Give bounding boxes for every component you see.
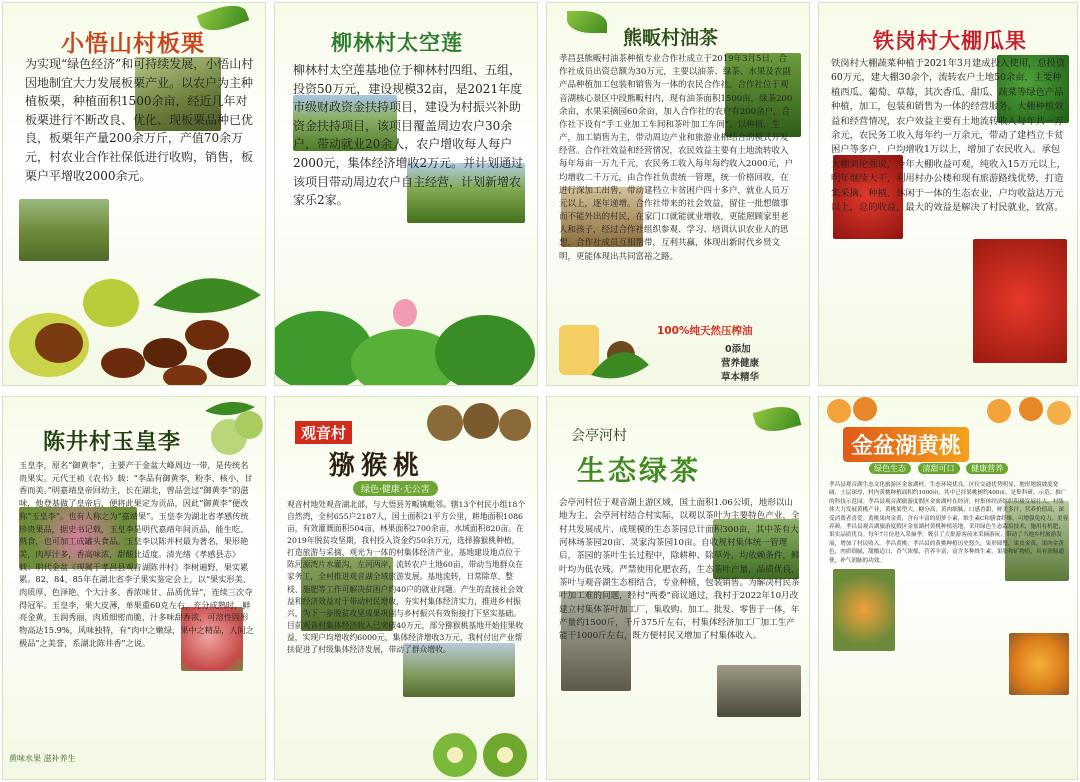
poster-body: 观音村地处观音湖北部，与大悟县芳畈镇毗邻。辖13个村民小组18个自然湾，全村655户2187人，国土面积21平方公里，耕地面积1086亩，有效灌溉面积504亩，林果面积2700余亩，水域面积820亩。在2019年脱贫攻坚期，我村投入资金约50余万元，选择猕猴桃种植，打造旅游与采摘、观光为一体的村集体经济产业，基地建设地点位于陈河源湾片水灌沟，左河两岸，流转农户土地60亩，带动当地群众在家务工，全村推进观音湖全域旅游发展。基地流转，日常除草、整枝、施肥等工作可解决贫困户约40户的就业问题。产生的直接社会效益和经济效益对于带动村民增收，夯实村集体经济实力，推进乡村振兴，为下一步脱贫攻坚成果巩固与乡村振兴有效衔接打下坚实基础。目前观音村集体经济收入已突破40万元，部分猕猴桃基地开始挂果收益，实现户均增收约6000元，集体经济增收3万元，我村付出产业帮扶促进了村级集体经济发展，带动了群众增收。	[287, 500, 526, 654]
leaf-decoration	[567, 11, 607, 33]
kiwi-top-illustration	[415, 399, 535, 445]
poster-body: 铁岗村大棚蔬菜种植于2021年3月建成投入使用，总投资60万元，建大棚30余个，流转农户土地50余亩，主要种植西瓜、葡萄、草莓，其次香瓜、甜瓜、蔬菜等绿色产品种植，加工，包装和销售为一体的经营服务。大棚种植效益和经营情况，农户效益主要有土地流转收入每年共一万余元，农民务工收入每年约一万余元，带动了建档立卡贫困户等多户，户均增收1万以上，增加了农民收入。承包大棚刘伦强说，今年大棚收益可观，纯收入15万元以上，明年继续大干，利用村办公楼和现有旅游路线优势，打造集采摘、种植、休闲于一体的生态农业，户均收益达万元以上，总的收益，最大的效益是解决了村民就业，致富。	[831, 58, 1066, 214]
tag-green: 绿色生态	[869, 463, 911, 474]
poster-yellow-peach	[818, 396, 1078, 780]
kiwi-fruit-illustration	[425, 727, 535, 779]
poster-body: 会亭河村位于观音湖上游区域，国土面积1.06公顷，地形以山地为主，会亭河村结合村实际，以观以茶叶为主要特色产业，全村共发展成片、成规模的生态茶园总计面积300亩，其中茶有大河林场茶园20亩、灵家沟茶园10亩。自收规村集体统一管理后，茶园的茶叶生长过程中，除耕种、除草外，均依赖条件，鲜叶均为低农残，严禁使用化肥农药，生态茶叶产量，品质优良，茶叶与观音湖生态相结合，专业种植，包装销售。为解决村民茶叶加工难的问题，经村“两委”商议通过，我村于2022年10月改建立村集体茶叶加工厂，集收购、加工、批发、零售于一体，年产量约1500斤，千斤375斤左右，村集体经济加工厂加工生产能干1000斤左右，既方便村民又增加了村集体收入。	[559, 498, 800, 642]
poster-lotus	[274, 2, 538, 386]
poster-plum	[2, 396, 266, 780]
poster-title: 小悟山村板栗	[61, 31, 205, 57]
oil-jar-illustration	[551, 315, 651, 385]
poster-body: 孝昌县熊畈村油茶种植专业合作社成立于2019年3月5日，合作社成员出资总额为30万元，主要以油茶、绿茶、水果及农副产品种植加工包装和销售为一体的农民合作社。合作社位于观音湖核心景区中段熊畈村内，现有油茶面积1500亩，绿茶200余亩，水果采摘园60余亩，加入合作社的农户有200余户，合作社下设有“手工业加工车间和茶叶加工车间”。以种植，生产，加工销售为主，带动周边产业和旅游业相结合的模式开发经营。合作社效益和经营情况，农民效益主要有土地流转收入每年每亩一万九千元，农民务工收入每年每约收入2000元，户均增收二千万元，由合作社负责统一管理，统一价格回收，在进行深加工出售，带动建档立卡贫困户四十多户，就业人员万元以上，逐年递增。合作社带来的社会效益，留住一批想做事而不能外出的村民，在家门口就能就业增收，更能照顾家里老人和孩子，经过合作社组织参观、学习、培训认识农业人的思想，合作社成员互相帮带，互利共赢，体现出新时代乡贤文明，更能体现出共同富裕之路。	[559, 54, 794, 262]
poster-tags	[869, 463, 1012, 474]
badge-herbal: 草本精华	[721, 372, 760, 383]
poster-body: 玉皇李，原名“御黄李”，主要产于金盆大峰周边一带，是传统名贵果实。元代王祯《农书》载：“李品有御黄李，粉李、核小、甘香而美。”明嘉靖皇帝回幼主，长在湖北，曾品尝过“御黄李”的滋味，他登基做了皇帝后，便将此果定为贡品，因此“御黄李”便改称“玉皇李”。也有人称之为“嘉靖果”。玉皇李为湖北省孝感传统珍贵果品，据史书记载，玉皇李是明代嘉靖年间贡品，能生吃、熟食，也可加工成罐头食品。玉皇李以陈井村最为著名，果形艳美，肉厚汁多，香高味浓，甜酸比适度。清光绪《孝感县志》载：明代金盆《现属于孝昌县观音湖陈井村》李树遍野，果实累累。82、84、85年在湖北省李子果实鉴定会上，以“果实形美、肉质厚、色泽艳、个大汁多、香浓味甘、品质优异”，连续三次夺得冠军。玉皇李，果大皮薄，单果重60克左右，充分成熟时，鲜亮金黄，玉润秀丽，肉质细密而脆，汁多味甜香浓，可溶性固形物高达15.9%，风味独特，有“肉中之嫩绿，果中之精品，人间之极品”之美誉，系湖北陈井香”之说。	[19, 460, 254, 648]
poster-footer: 黄味水果 滋补养生	[9, 754, 76, 763]
peach-top-illustration	[819, 397, 1078, 425]
poster-greenhouse-fruit	[818, 2, 1078, 386]
poster-kiwi	[274, 396, 538, 780]
plum-illustration	[199, 401, 265, 461]
poster-title: 陈井村玉皇李	[43, 430, 182, 455]
badge-nutrition: 营养健康	[721, 358, 760, 369]
poster-title: 金盆湖黄桃	[843, 427, 969, 462]
poster-kicker: 观音村	[295, 421, 352, 444]
lotus-leaves-illustration	[275, 291, 538, 386]
badge-pure-oil: 100%纯天然压榨油	[657, 325, 753, 337]
poster-camellia-oil	[546, 2, 810, 386]
poster-title: 熊畈村油茶	[623, 27, 719, 49]
poster-tags: 绿色·健康·无公害	[353, 481, 438, 496]
badge-no-additive: 0添加	[725, 344, 751, 355]
poster-body: 为实现“绿色经济”和可持续发展，小悟山村因地制宜大力发展板栗产业。以农户为主种植板栗，种植面积1500余亩，经近几年对板栗进行不断改良、优化、现板栗品种已优良，板栗年产量200余万斤，产值70余万元，村农业合作社保低进行收购，销售，板栗户平增收2000余元。	[25, 57, 254, 183]
poster-title: 柳林村太空莲	[331, 31, 463, 55]
poster-body: 孝昌县观音湖生态文化旅游区金盆湖村，生态环境优良，区位交通优势明显，地形地貌坡度宽阔，土层深厚，村内黄桃种植面积约1000亩，其中已挂果桃树约400亩。是集科研、示范、推广的科技示范园。孝昌县观音湖旅游度假区金盆湖村在经济，村集体经济组织积极发展壮大，村集体大力发展黄桃产业，黄桃果型大，糖分高，黄肉细腻，口感香甜，鲜美多汁，营养价值高，深受消费者喜爱。黄桃果肉金黄，含有丰富的胡萝卜素，维生素C和膳食纤维，可增强免疫力，美容养颜。孝昌县观音湖旅游度假区金盆湖村黄桃种植基地，采用绿色生态栽培技术，施用有机肥，果实品质优良。每年7月份进入采摘季，吸引了大批游客前来采摘游玩，带动了当地乡村旅游发展，增加了村民收入。孝昌黄桃：孝昌县的黄桃种植历史悠久，果形圆整，果皮金黄，果肉金黄色，肉质细腻，甜酸适口，香气浓郁，营养丰富，富含多种维生素，果胶和矿物质，具有润肠通便，补气润肺的功效。	[829, 482, 1069, 564]
poster-title: 猕猴桃	[329, 451, 426, 481]
poster-title: 铁岗村大棚瓜果	[873, 29, 1027, 53]
leaf-decoration	[753, 402, 802, 437]
tag-sweet: 清甜可口	[918, 463, 960, 474]
tag-healthy: 健康营养	[966, 463, 1008, 474]
poster-chestnut	[2, 2, 266, 386]
poster-green-tea	[546, 396, 810, 780]
poster-kicker: 会亭河村	[571, 428, 627, 444]
poster-body: 柳林村太空莲基地位于柳林村四组、五组，投资50万元，建设规模32亩，是2021年度市级财政资金扶持项目，建设为村振兴补助资金扶持项目，该项目覆盖周边农户30余户，带动就业20余人，农户增收每人每户2000元，集体经济增收2万元。并计划通过该项目带动周边农户自主经营，计划新增农家乐2家。	[293, 63, 524, 208]
poster-title: 生态绿茶	[577, 454, 702, 487]
chestnut-illustration	[3, 265, 266, 386]
